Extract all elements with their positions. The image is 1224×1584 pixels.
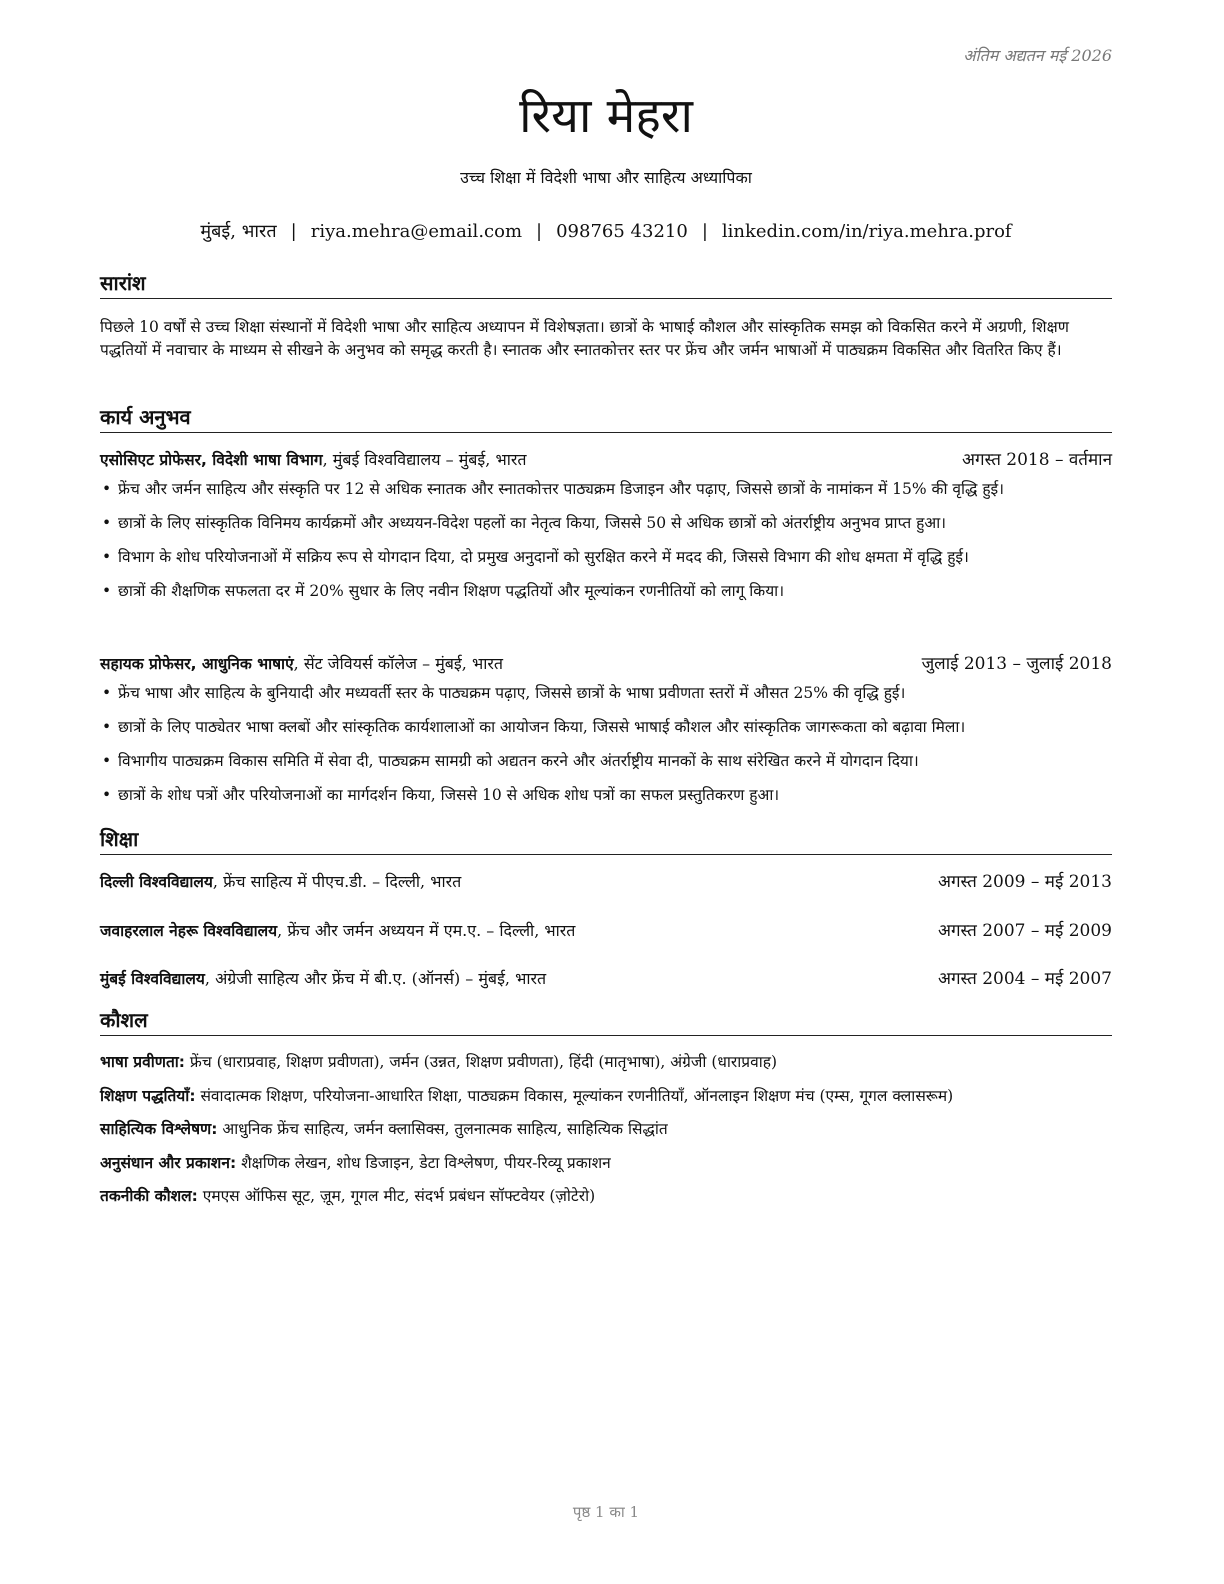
candidate-name: रिया मेहरा xyxy=(519,88,693,144)
bullet-icon: • xyxy=(102,718,112,736)
skill-value: आधुनिक फ्रेंच साहित्य, जर्मन क्लासिक्स, तुलनात्मक साहित्य, साहित्यिक सिद्धांत xyxy=(217,1120,668,1138)
experience-heading: कार्य अनुभव xyxy=(100,404,1112,433)
job-header-2 xyxy=(100,652,1112,676)
list-item: • छात्रों के शोध पत्रों और परियोजनाओं का मार्गदर्शन किया, जिससे 10 से अधिक शोध पत्रों का सफल प्रस्तुतिकरण हुआ। xyxy=(100,784,1112,807)
skill-label: भाषा प्रवीणता: xyxy=(100,1053,185,1071)
contact-linkedin[interactable]: linkedin.com/in/riya.mehra.prof xyxy=(721,221,1012,242)
bullet-icon: • xyxy=(102,548,112,566)
contact-separator: | xyxy=(290,221,297,242)
skill-value: संवादात्मक शिक्षण, परियोजना-आधारित शिक्षा, पाठ्यक्रम विकास, मूल्यांकन रणनीतियाँ, ऑनलाइन शिक्षण मंच (एम्स, गूगल क्लासरूम) xyxy=(195,1087,954,1105)
skill-value: शैक्षणिक लेखन, शोध डिजाइन, डेटा विश्लेषण, पीयर-रिव्यू प्रकाशन xyxy=(236,1154,611,1172)
skill-value: एमएस ऑफिस सूट, ज़ूम, गूगल मीट, संदर्भ प्रबंधन सॉफ्टवेयर (ज़ोटेरो) xyxy=(197,1187,596,1205)
skills-heading: कौशल xyxy=(100,1007,1112,1036)
list-item: • छात्रों के लिए पाठ्येतर भाषा क्लबों और सांस्कृतिक कार्यशालाओं का आयोजन किया, जिससे भाषाई कौशल और सांस्कृतिक जागरूकता को बढ़ावा मिला। xyxy=(100,716,1112,739)
bullet-icon: • xyxy=(102,514,112,532)
skill-value: फ्रेंच (धाराप्रवाह, शिक्षण प्रवीणता), जर्मन (उन्नत, शिक्षण प्रवीणता), हिंदी (मातृभाषा), अंग्रेजी (धाराप्रवाह) xyxy=(185,1053,777,1071)
education-row xyxy=(100,870,1112,894)
skill-label: साहित्यिक विश्लेषण: xyxy=(100,1120,218,1138)
job-title: एसोसिएट प्रोफेसर, विदेशी भाषा विभाग xyxy=(100,451,323,469)
job-bullets-1 xyxy=(100,478,1112,614)
list-item: • छात्रों की शैक्षणिक सफलता दर में 20% सुधार के लिए नवीन शिक्षण पद्धतियों और मूल्यांकन रणनीतियों को लागू किया। xyxy=(100,580,1112,603)
page-number: पृष्ठ 1 का 1 xyxy=(572,1503,640,1521)
skill-line xyxy=(100,1050,1112,1074)
contact-line xyxy=(100,220,1112,244)
education-detail: , अंग्रेजी साहित्य और फ्रेंच में बी.ए. (ऑनर्स) – मुंबई, भारत xyxy=(204,969,547,988)
contact-separator: | xyxy=(536,221,543,242)
skill-line xyxy=(100,1084,1112,1108)
skill-label: शिक्षण पद्धतियाँ: xyxy=(100,1087,196,1105)
education-row xyxy=(100,919,1112,943)
job-org: , मुंबई विश्वविद्यालय – मुंबई, भारत xyxy=(322,450,527,469)
list-item: • विभागीय पाठ्यक्रम विकास समिति में सेवा दी, पाठ्यक्रम सामग्री को अद्यतन करने और अंतर्राष्ट्रीय मानकों के साथ संरेखित करने में योगदान दिया। xyxy=(100,750,1112,773)
job-dates: जुलाई 2013 – जुलाई 2018 xyxy=(921,654,1112,674)
resume-page xyxy=(100,0,1112,1584)
last-updated-date: अंतिम अद्यतन मई 2026 xyxy=(963,46,1112,65)
list-item: • छात्रों के लिए सांस्कृतिक विनिमय कार्यक्रमों और अध्ययन-विदेश पहलों का नेतृत्व किया, जिससे 50 से अधिक छात्रों को अंतर्राष्ट्रीय अनुभव प्राप्त हुआ। xyxy=(100,512,1112,535)
bullet-icon: • xyxy=(102,684,112,702)
contact-location: मुंबई, भारत xyxy=(200,221,277,242)
education-dates: अगस्त 2004 – मई 2007 xyxy=(937,969,1112,989)
job-org: , सेंट जेवियर्स कॉलेज – मुंबई, भारत xyxy=(293,654,504,673)
candidate-subtitle: उच्च शिक्षा में विदेशी भाषा और साहित्य अध्यापिका xyxy=(460,168,752,187)
summary-text: पिछले 10 वर्षों से उच्च शिक्षा संस्थानों में विदेशी भाषा और साहित्य अध्यापन में विशेषज्ञता। छात्रों के भाषाई कौशल और सांस्कृतिक समझ को विकसित करने में अग्रणी, शिक्षण पद्धतियों में नवाचार के माध्यम से सीखने के अनुभव को समृद्ध करती है। स्नातक और स्नातकोत्तर स्तर पर फ्रेंच और जर्मन भाषाओं में पाठ्यक्रम विकसित और वितरित किए हैं। xyxy=(100,318,1069,359)
skill-line xyxy=(100,1117,1112,1141)
education-dates: अगस्त 2007 – मई 2009 xyxy=(937,921,1112,941)
skill-label: अनुसंधान और प्रकाशन: xyxy=(100,1154,237,1172)
bullet-icon: • xyxy=(102,582,112,600)
education-row xyxy=(100,967,1112,991)
education-school: जवाहरलाल नेहरू विश्वविद्यालय xyxy=(100,922,278,940)
bullet-icon: • xyxy=(102,752,112,770)
education-dates: अगस्त 2009 – मई 2013 xyxy=(937,872,1112,892)
job-title: सहायक प्रोफेसर, आधुनिक भाषाएं xyxy=(100,655,294,673)
list-item: • विभाग के शोध परियोजनाओं में सक्रिय रूप से योगदान दिया, दो प्रमुख अनुदानों को सुरक्षित करने में मदद की, जिससे विभाग की शोध क्षमता में वृद्धि हुई। xyxy=(100,546,1112,569)
education-detail: , फ्रेंच साहित्य में पीएच.डी. – दिल्ली, भारत xyxy=(212,872,462,891)
job-dates: अगस्त 2018 – वर्तमान xyxy=(962,450,1112,470)
education-school: मुंबई विश्वविद्यालय xyxy=(100,970,205,988)
list-item: • फ्रेंच और जर्मन साहित्य और संस्कृति पर 12 से अधिक स्नातक और स्नातकोत्तर पाठ्यक्रम डिजाइन और पढ़ाए, जिससे छात्रों के नामांकन में 15% की वृद्धि हुई। xyxy=(100,478,1112,501)
skill-label: तकनीकी कौशल: xyxy=(100,1187,198,1205)
skill-line xyxy=(100,1184,1112,1208)
education-heading: शिक्षा xyxy=(100,826,1112,855)
list-item: • फ्रेंच भाषा और साहित्य के बुनियादी और मध्यवर्ती स्तर के पाठ्यक्रम पढ़ाए, जिससे छात्रों के भाषा प्रवीणता स्तरों में औसत 25% की वृद्धि हुई। xyxy=(100,682,1112,705)
education-detail: , फ्रेंच और जर्मन अध्ययन में एम.ए. – दिल्ली, भारत xyxy=(277,921,576,940)
bullet-icon: • xyxy=(102,480,112,498)
contact-separator: | xyxy=(701,221,708,242)
summary-heading: सारांश xyxy=(100,270,1112,299)
skill-line xyxy=(100,1151,1112,1175)
job-header-1 xyxy=(100,448,1112,472)
bullet-icon: • xyxy=(102,786,112,804)
education-school: दिल्ली विश्वविद्यालय xyxy=(100,873,213,891)
contact-phone: 098765 43210 xyxy=(556,221,688,242)
job-bullets-2 xyxy=(100,682,1112,818)
contact-email[interactable]: riya.mehra@email.com xyxy=(310,221,523,242)
